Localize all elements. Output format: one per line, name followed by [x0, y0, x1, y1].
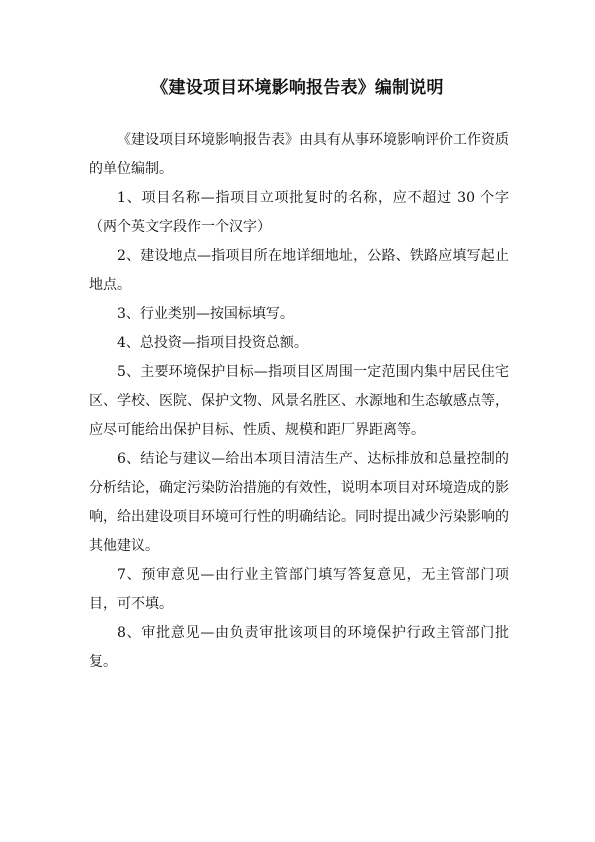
item-industry-category-paragraph: 3、行业类别—按国标填写。: [117, 306, 294, 322]
item-total-investment-paragraph: 4、总投资—指项目投资总额。: [117, 335, 308, 351]
item-conclusions-paragraph: 6、结论与建议—给出本项目清洁生产、达标排放和总量控制的分析结论，确定污染防治措施的有效性，说明本项目对环境造成的影响，给出建设项目环境可行性的明确结论。同时提出减少污染影响的其他建议。: [89, 451, 509, 554]
item-approval-opinion-paragraph: 8、审批意见—由负责审批该项目的环境保护行政主管部门批复。: [89, 625, 509, 670]
document-body: [89, 126, 509, 677]
intro-paragraph: 《建设项目环境影响报告表》由具有从事环境影响评价工作资质的单位编制。: [89, 132, 509, 177]
item-preliminary-review-paragraph: 7、预审意见—由行业主管部门填写答复意见，无主管部门项目，可不填。: [89, 567, 509, 612]
document-title: 《建设项目环境影响报告表》编制说明: [151, 78, 444, 98]
item-project-name-paragraph: 1、项目名称—指项目立项批复时的名称，应不超过 30 个字（两个英文字段作一个汉字）: [89, 190, 509, 235]
item-protection-targets-paragraph: 5、主要环境保护目标—指项目区周围一定范围内集中居民住宅区、学校、医院、保护文物、风景名胜区、水源地和生态敏感点等，应尽可能给出保护目标、性质、规模和距厂界距离等。: [89, 364, 509, 438]
item-construction-site-paragraph: 2、建设地点—指项目所在地详细地址，公路、铁路应填写起止地点。: [89, 248, 509, 293]
